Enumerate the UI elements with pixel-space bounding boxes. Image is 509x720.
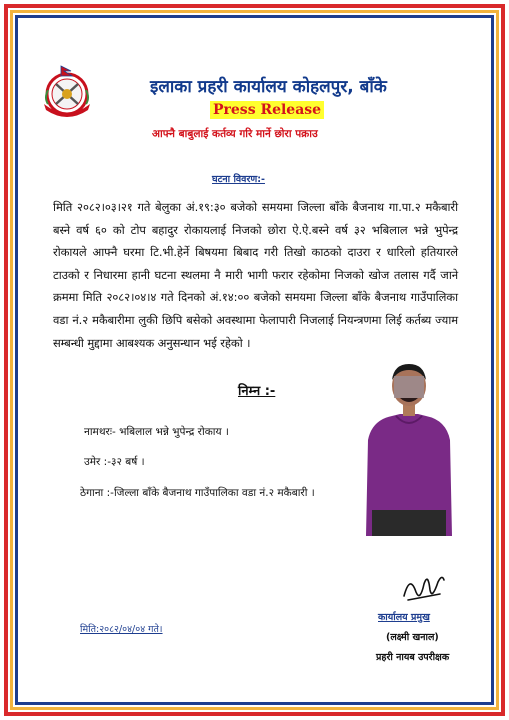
signatory-rank: प्रहरी नायब उपरीक्षक — [376, 652, 450, 663]
suspect-photo — [362, 360, 456, 536]
office-title: इलाका प्रहरी कार्यालय कोहलपुर, बाँके — [150, 77, 387, 97]
press-release-label: Press Release — [210, 101, 324, 119]
signatory-title: कार्यालय प्रमुख — [378, 612, 430, 623]
nepal-police-emblem-icon — [38, 64, 96, 120]
release-date: मिति:२०८२/०४/०४ गते। — [80, 624, 163, 635]
signature-icon — [400, 570, 448, 604]
signatory-name: (लक्ष्मी खनाल) — [386, 632, 439, 643]
incident-body: मिति २०८२।०३।२१ गते बेलुका अं.१९:३० बजेको समयमा जिल्ला बाँके बैजनाथ गा.पा.२ मकैबारी बस्ने वर्ष ६० को टोप बहादुर रोकायलाई निजको छोरा ऐ.ऐ.बस्ने वर्ष ३२ भबिलाल भन्ने भुपेन्द्र रोकायले आफ्नै घरमा टि.भी.हेर्ने बिषयमा बिबाद गरी तिखो काठको दाउरा र धारिलो हतियारले टाउको र निधारमा हानी घटना स्थलमा नै मारी भागी फरार रहेकोमा निजको खोज तलास गर्दै जाने क्रममा मिति २०८२।०४।४ गते दिनको अं.१४:०० बजेको समयमा जिल्ला बाँके बैजनाथ गाउँपालिका वडा नं.२ मकैबारीमा लुकी छिपि बसेको अवस्थामा फेलापारी निजलाई नियन्त्रणमा लिई कर्तब्य ज्याम सम्बन्धी मुद्दामा आबश्यक अनुसन्धान भई रहेको । — [53, 200, 458, 350]
incident-section-title: घटना विवरण:- — [212, 174, 265, 185]
suspect-section-title: निम्न :- — [238, 384, 276, 399]
suspect-address: ठेगाना :-जिल्ला बाँके बैजनाथ गाउँपालिका वडा नं.२ मकैबारी । — [80, 487, 315, 499]
signature-block — [370, 608, 480, 668]
suspect-age: उमेर :-३२ बर्ष । — [84, 456, 145, 468]
press-headline: आफ्नै बाबुलाई कर्तव्य गरि मार्ने छोरा पक्राउ — [152, 128, 318, 140]
suspect-name: नामथरः- भबिलाल भन्ने भुपेन्द्र रोकाय । — [84, 426, 229, 438]
